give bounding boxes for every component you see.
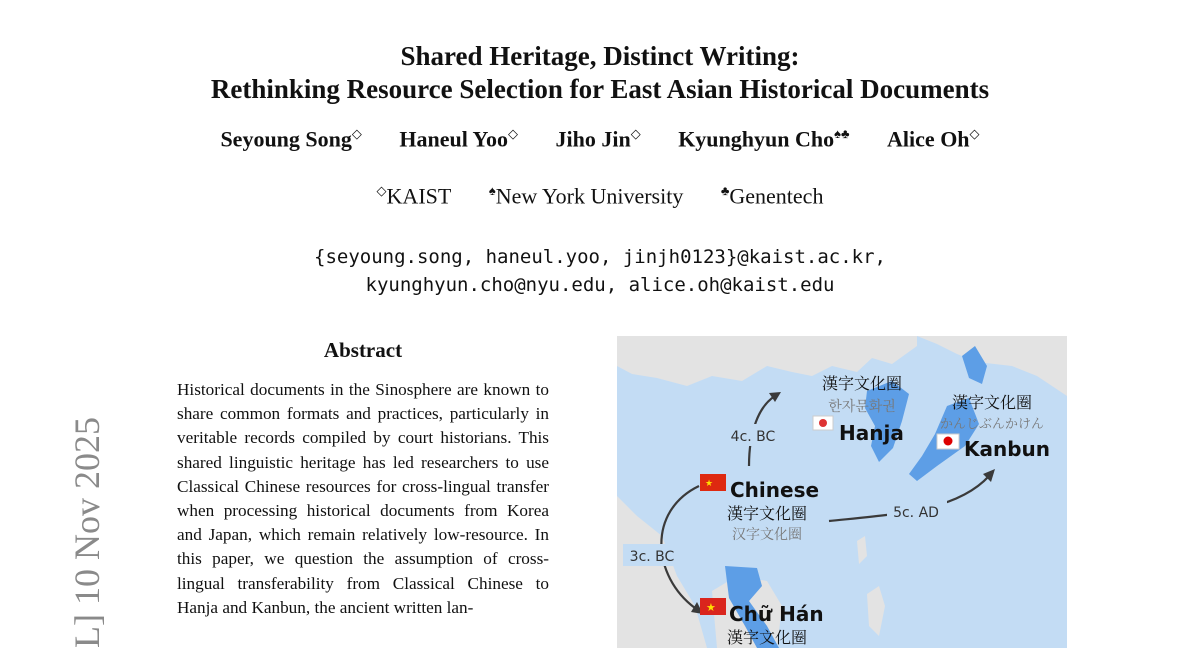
affiliation-mark: ◇ — [376, 183, 387, 198]
arrow-label-vietnam: 3c. BC — [629, 549, 675, 565]
kanbun-label-name: Kanbun — [964, 437, 1051, 461]
sinosphere-map-figure — [617, 336, 1067, 648]
affiliation — [721, 183, 824, 209]
author-name: Jiho Jin — [555, 126, 631, 152]
affiliation-name: KAIST — [386, 183, 452, 209]
hanja-label-line1: 漢字文化圈 — [821, 374, 903, 393]
affiliation-name: Genentech — [729, 183, 824, 209]
map-svg — [617, 336, 1067, 648]
email-line: {seyoung.song, haneul.yoo, jinjh0123}@kaist.ac.kr, — [314, 246, 886, 268]
chinese-label-line1: 漢字文化圈 — [726, 504, 808, 523]
affiliation-mark: ◇ — [969, 126, 980, 141]
author — [220, 126, 361, 152]
chuhan-label-line1: 漢字文化圈 — [726, 628, 808, 647]
arxiv-stamp — [22, 388, 107, 648]
hanja-label-line2: 한자문화권 — [828, 399, 896, 415]
email-line: kyunghyun.cho@nyu.edu, alice.oh@kaist.edu — [365, 274, 835, 296]
affiliation — [377, 183, 452, 209]
author-name: Haneul Yoo — [399, 126, 508, 152]
affiliation-mark: ◇ — [351, 126, 362, 141]
vietnam-flag-star: ★ — [706, 601, 716, 614]
affiliation-name: New York University — [495, 183, 684, 209]
affiliation — [489, 183, 684, 209]
japan-flag-emblem — [944, 437, 953, 446]
china-flag-star: ★ — [705, 479, 714, 489]
email-block — [0, 243, 1200, 299]
author — [555, 126, 640, 152]
paper-title — [0, 40, 1200, 106]
kanbun-label-line1: 漢字文化圈 — [951, 393, 1033, 412]
title-line-2: Rethinking Resource Selection for East Asian Historical Documents — [210, 74, 990, 104]
author — [678, 126, 849, 152]
author-list — [0, 126, 1200, 152]
affiliation-mark: ◇ — [507, 126, 518, 141]
abstract-body: Historical documents in the Sinosphere are known to share common formats and practices, particularly in veritable records compiled by court historians. This shared linguistic heritage has led researchers to use Classical Chinese resources for cross-lingual transfer when processing historical documents from Korea and Japan, which remain relatively low-resource. In this paper, we question the assumption of cross-lingual transferability from Classical Chinese to Hanja and Kanbun, the ancient written lan- — [177, 380, 549, 617]
abstract-heading: Abstract — [323, 338, 403, 362]
arrow-label-korea: 4c. BC — [730, 429, 776, 445]
affiliation-mark: ♣ — [720, 183, 730, 198]
chinese-label-line2: 汉字文化圈 — [732, 527, 802, 543]
author-name: Alice Oh — [887, 126, 970, 152]
affiliation-mark: ♠ — [488, 183, 496, 198]
hanja-label-name: Hanja — [839, 421, 904, 445]
arrow-label-japan: 5c. AD — [893, 505, 939, 521]
author-name: Kyunghyun Cho — [678, 126, 835, 152]
korea-flag-emblem — [819, 419, 827, 427]
chuhan-label-name: Chữ Hán — [729, 602, 824, 626]
author-name: Seyoung Song — [220, 126, 352, 152]
arxiv-stamp-text: L] 10 Nov 2025 — [67, 417, 107, 648]
author — [887, 126, 980, 152]
title-line-1: Shared Heritage, Distinct Writing: — [400, 41, 800, 71]
affiliation-list — [0, 183, 1200, 209]
author — [399, 126, 518, 152]
affiliation-mark: ♠♣ — [834, 126, 850, 141]
kanbun-label-line2: かんじぶんかけん — [939, 417, 1045, 432]
chinese-label-name: Chinese — [730, 478, 820, 502]
affiliation-mark: ◇ — [630, 126, 641, 141]
